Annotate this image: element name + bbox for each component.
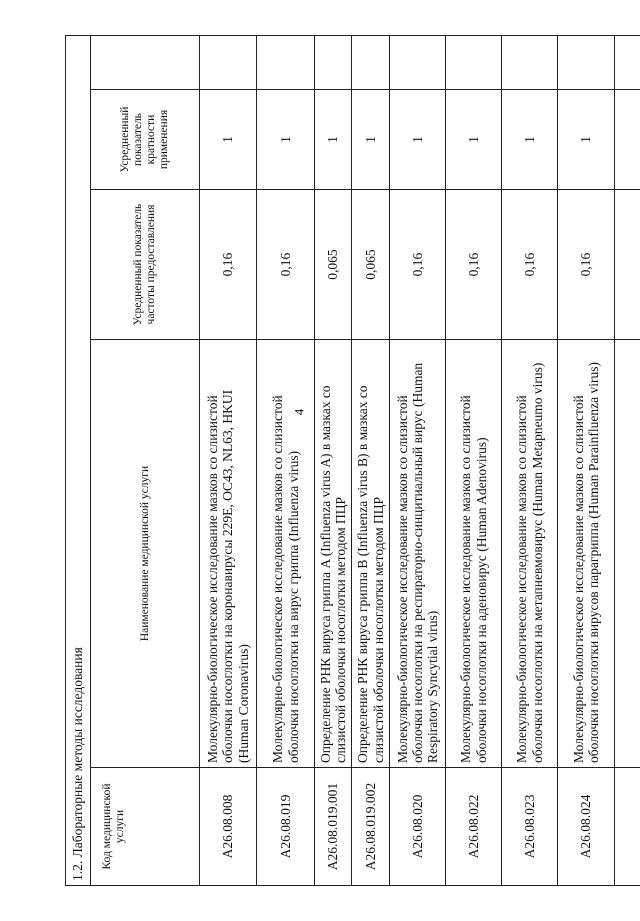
empty-cell [615, 190, 640, 340]
frequency-value: 0,16 [200, 190, 257, 340]
frequency-value: 0,16 [257, 190, 315, 340]
service-code: А26.08.023 [502, 768, 558, 886]
service-code: А26.08.019 [257, 768, 315, 886]
table-header-row [91, 35, 200, 885]
service-code: А26.08.022 [446, 768, 502, 886]
frequency-value: 0,16 [502, 190, 558, 340]
section-title: 1.2. Лабораторные методы исследования [66, 35, 91, 885]
empty-cell [558, 35, 615, 89]
table-row [502, 35, 558, 885]
multiplicity-value: 1 [352, 90, 390, 190]
multiplicity-value: 1 [390, 90, 446, 190]
table-spacer-row [615, 35, 640, 885]
multiplicity-value: 1 [558, 90, 615, 190]
header-frequency: Усредненный показатель частоты предоставления [91, 190, 200, 340]
frequency-value: 0,16 [446, 190, 502, 340]
service-code: А26.08.019.002 [352, 768, 390, 886]
multiplicity-value: 1 [502, 90, 558, 190]
service-name: Молекулярно-биологическое исследование мазков со слизистой оболочки носоглотки на вирус гриппа (Influenza virus) [257, 340, 315, 768]
service-name: Молекулярно-биологическое исследование мазков со слизистой оболочки носоглотки на метапневмовирус (Human Metapneumo virus) [502, 340, 558, 768]
service-name: Молекулярно-биологическое исследование мазков со слизистой оболочки носоглотки на коронавирусы 229E, OC43, NL63, HKUI (Human Coronavirus) [200, 340, 257, 768]
header-name: Наименование медицинской услуги [91, 340, 200, 768]
empty-cell [615, 768, 640, 886]
table-row [352, 35, 390, 885]
service-name: Молекулярно-биологическое исследование мазков со слизистой оболочки носоглотки на респираторно-синцитиальный вирус (Human Respiratory Syncytial virus) [390, 340, 446, 768]
table-row [558, 35, 615, 885]
frequency-value: 0,16 [390, 190, 446, 340]
empty-cell [315, 35, 352, 89]
page-number: 4 [291, 408, 307, 416]
empty-cell [390, 35, 446, 89]
table-row [257, 35, 315, 885]
frequency-value: 0,065 [315, 190, 352, 340]
service-code: А26.08.008 [200, 768, 257, 886]
table-row [446, 35, 502, 885]
empty-cell [615, 35, 640, 89]
multiplicity-value: 1 [315, 90, 352, 190]
empty-cell [200, 35, 257, 89]
service-name: Молекулярно-биологическое исследование мазков со слизистой оболочки носоглотки вирусов парагриппа (Human Parainfluenza virus) [558, 340, 615, 768]
service-code: А26.08.024 [558, 768, 615, 886]
multiplicity-value: 1 [446, 90, 502, 190]
header-code: Код медицинской услуги [91, 768, 200, 886]
header-empty [91, 35, 200, 89]
empty-cell [615, 340, 640, 768]
service-code: А26.08.020 [390, 768, 446, 886]
lab-services-table [65, 35, 640, 886]
service-name: Определение РНК вируса гриппа A (Influenza virus A) в мазках со слизистой оболочки носоглотки методом ПЦР [315, 340, 352, 768]
table-row [390, 35, 446, 885]
services-table-wrapper [65, 36, 632, 886]
service-code: А26.08.019.001 [315, 768, 352, 886]
header-multiplicity: Усредненный показатель кратности применения [91, 90, 200, 190]
service-name: Определение РНК вируса гриппа B (Influenza virus B) в мазках со слизистой оболочки носоглотки методом ПЦР [352, 340, 390, 768]
empty-cell [352, 35, 390, 89]
multiplicity-value: 1 [200, 90, 257, 190]
empty-cell [257, 35, 315, 89]
empty-cell [446, 35, 502, 89]
section-title-row [66, 35, 91, 885]
service-name: Молекулярно-биологическое исследование мазков со слизистой оболочки носоглотки на аденовирус (Human Adenovirus) [446, 340, 502, 768]
empty-cell [615, 90, 640, 190]
empty-cell [502, 35, 558, 89]
table-row [200, 35, 257, 885]
multiplicity-value: 1 [257, 90, 315, 190]
frequency-value: 0,065 [352, 190, 390, 340]
frequency-value: 0,16 [558, 190, 615, 340]
table-row [315, 35, 352, 885]
